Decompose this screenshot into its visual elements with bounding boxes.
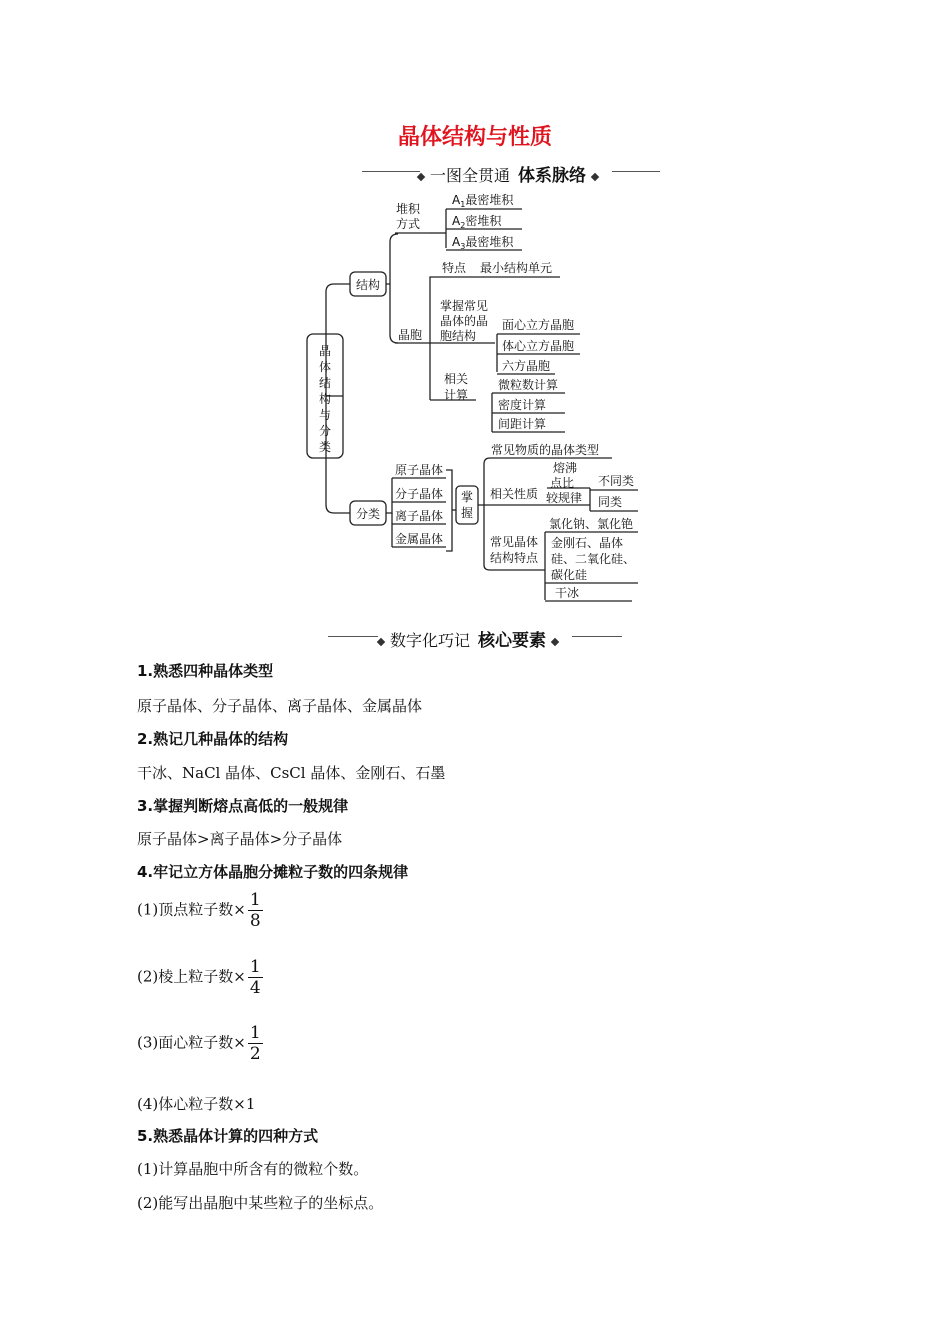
node-same: 同类 bbox=[598, 495, 623, 509]
node-cell: 晶胞 bbox=[398, 328, 423, 342]
svg-text:常见晶体: 常见晶体 bbox=[490, 535, 539, 549]
section-5-item-1: (1)计算晶胞中所含有的微粒个数。 bbox=[137, 1160, 369, 1178]
svg-text:结: 结 bbox=[318, 376, 332, 390]
diamond-icon bbox=[591, 172, 599, 180]
diamond-icon bbox=[377, 637, 385, 645]
section-4-item-4: (4)体心粒子数×1 bbox=[137, 1095, 256, 1113]
node-structure: 结构 bbox=[355, 278, 381, 292]
fraction: $\frac{1}{8}$ bbox=[249, 890, 261, 931]
svg-text:掌: 掌 bbox=[460, 490, 474, 504]
node-nacl: 氯化钠、氯化铯 bbox=[549, 517, 634, 531]
svg-text:碳化硅: 碳化硅 bbox=[551, 568, 588, 582]
svg-text:结构特点: 结构特点 bbox=[490, 551, 539, 565]
section-5-title: 5.熟悉晶体计算的四种方式 bbox=[137, 1127, 319, 1145]
node-common-type: 常见物质的晶体类型 bbox=[491, 443, 600, 457]
section-banner-system: 一图全贯通 体系脉络 bbox=[0, 157, 950, 187]
section-4-item-2: (2)棱上粒子数× $\frac{1}{4}$ bbox=[137, 957, 261, 998]
svg-text:体: 体 bbox=[318, 360, 332, 374]
svg-text:A1最密堆积: $A_1$最密堆积 bbox=[452, 193, 514, 209]
section-2-title: 2.熟记几种晶体的结构 bbox=[137, 730, 289, 748]
node-atomic: 原子晶体 bbox=[395, 463, 444, 477]
node-bcc: 体心立方晶胞 bbox=[502, 339, 575, 353]
node-metallic: 金属晶体 bbox=[395, 532, 444, 546]
section-4-title: 4.牢记立方体晶胞分摊粒子数的四条规律 bbox=[137, 863, 409, 881]
node-calc1: 微粒数计算 bbox=[498, 378, 559, 392]
svg-text:分: 分 bbox=[318, 424, 332, 438]
svg-text:晶体的晶: 晶体的晶 bbox=[440, 314, 489, 328]
svg-text:类: 类 bbox=[318, 440, 332, 454]
svg-text:A2密堆积: $A_2$密堆积 bbox=[452, 214, 502, 230]
node-hex: 六方晶胞 bbox=[502, 359, 551, 373]
node-fcc: 面心立方晶胞 bbox=[502, 318, 575, 332]
svg-text:A3最密堆积: $A_3$最密堆积 bbox=[452, 235, 514, 251]
svg-text:构: 构 bbox=[318, 392, 332, 406]
section-2-text: 干冰、NaCl 晶体、CsCl 晶体、金刚石、石墨 bbox=[137, 764, 446, 782]
section-3-title: 3.掌握判断熔点高低的一般规律 bbox=[137, 797, 349, 815]
node-calc2: 密度计算 bbox=[498, 398, 547, 412]
fraction: $\frac{1}{2}$ bbox=[249, 1023, 261, 1064]
section-4-item-3: (3)面心粒子数× $\frac{1}{2}$ bbox=[137, 1023, 261, 1064]
section-1-text: 原子晶体、分子晶体、离子晶体、金属晶体 bbox=[137, 697, 423, 715]
section-3-text: 原子晶体>离子晶体>分子晶体 bbox=[137, 830, 343, 848]
svg-text:堆积: 堆积 bbox=[396, 202, 421, 216]
fraction: $\frac{1}{4}$ bbox=[249, 957, 261, 998]
svg-text:晶: 晶 bbox=[318, 344, 332, 358]
node-diff: 不同类 bbox=[598, 474, 635, 488]
svg-text:较规律: 较规律 bbox=[546, 491, 583, 505]
svg-text:点比: 点比 bbox=[550, 476, 575, 490]
svg-text:金刚石、晶体: 金刚石、晶体 bbox=[551, 536, 624, 550]
mindmap-diagram bbox=[0, 185, 950, 610]
svg-text:掌握常见: 掌握常见 bbox=[440, 299, 489, 313]
svg-text:熔沸: 熔沸 bbox=[553, 461, 578, 475]
section-4-item-1: (1)顶点粒子数× $\frac{1}{8}$ bbox=[137, 890, 261, 931]
diamond-icon bbox=[551, 637, 559, 645]
node-molecular: 分子晶体 bbox=[395, 487, 444, 501]
svg-text:硅、二氧化硅、: 硅、二氧化硅、 bbox=[551, 552, 636, 566]
page-title: 晶体结构与性质 bbox=[397, 125, 552, 150]
node-calc3: 间距计算 bbox=[498, 417, 547, 431]
section-banner-core: 数字化巧记 核心要素 bbox=[0, 622, 950, 652]
node-props: 相关性质 bbox=[490, 487, 539, 501]
node-classify: 分类 bbox=[355, 507, 381, 521]
node-feature: 特点 bbox=[442, 261, 467, 275]
node-ionic: 离子晶体 bbox=[395, 509, 444, 523]
svg-text:方式: 方式 bbox=[396, 217, 421, 231]
node-dry-ice: 干冰 bbox=[555, 586, 580, 600]
diamond-icon bbox=[417, 172, 425, 180]
svg-text:胞结构: 胞结构 bbox=[440, 329, 477, 343]
node-feature-value: 最小结构单元 bbox=[480, 261, 553, 275]
section-5-item-2: (2)能写出晶胞中某些粒子的坐标点。 bbox=[137, 1194, 384, 1212]
svg-text:握: 握 bbox=[460, 506, 474, 520]
svg-text:与: 与 bbox=[318, 408, 332, 422]
svg-text:计算: 计算 bbox=[444, 388, 469, 402]
section-1-title: 1.熟悉四种晶体类型 bbox=[137, 662, 274, 680]
svg-text:相关: 相关 bbox=[444, 372, 469, 386]
